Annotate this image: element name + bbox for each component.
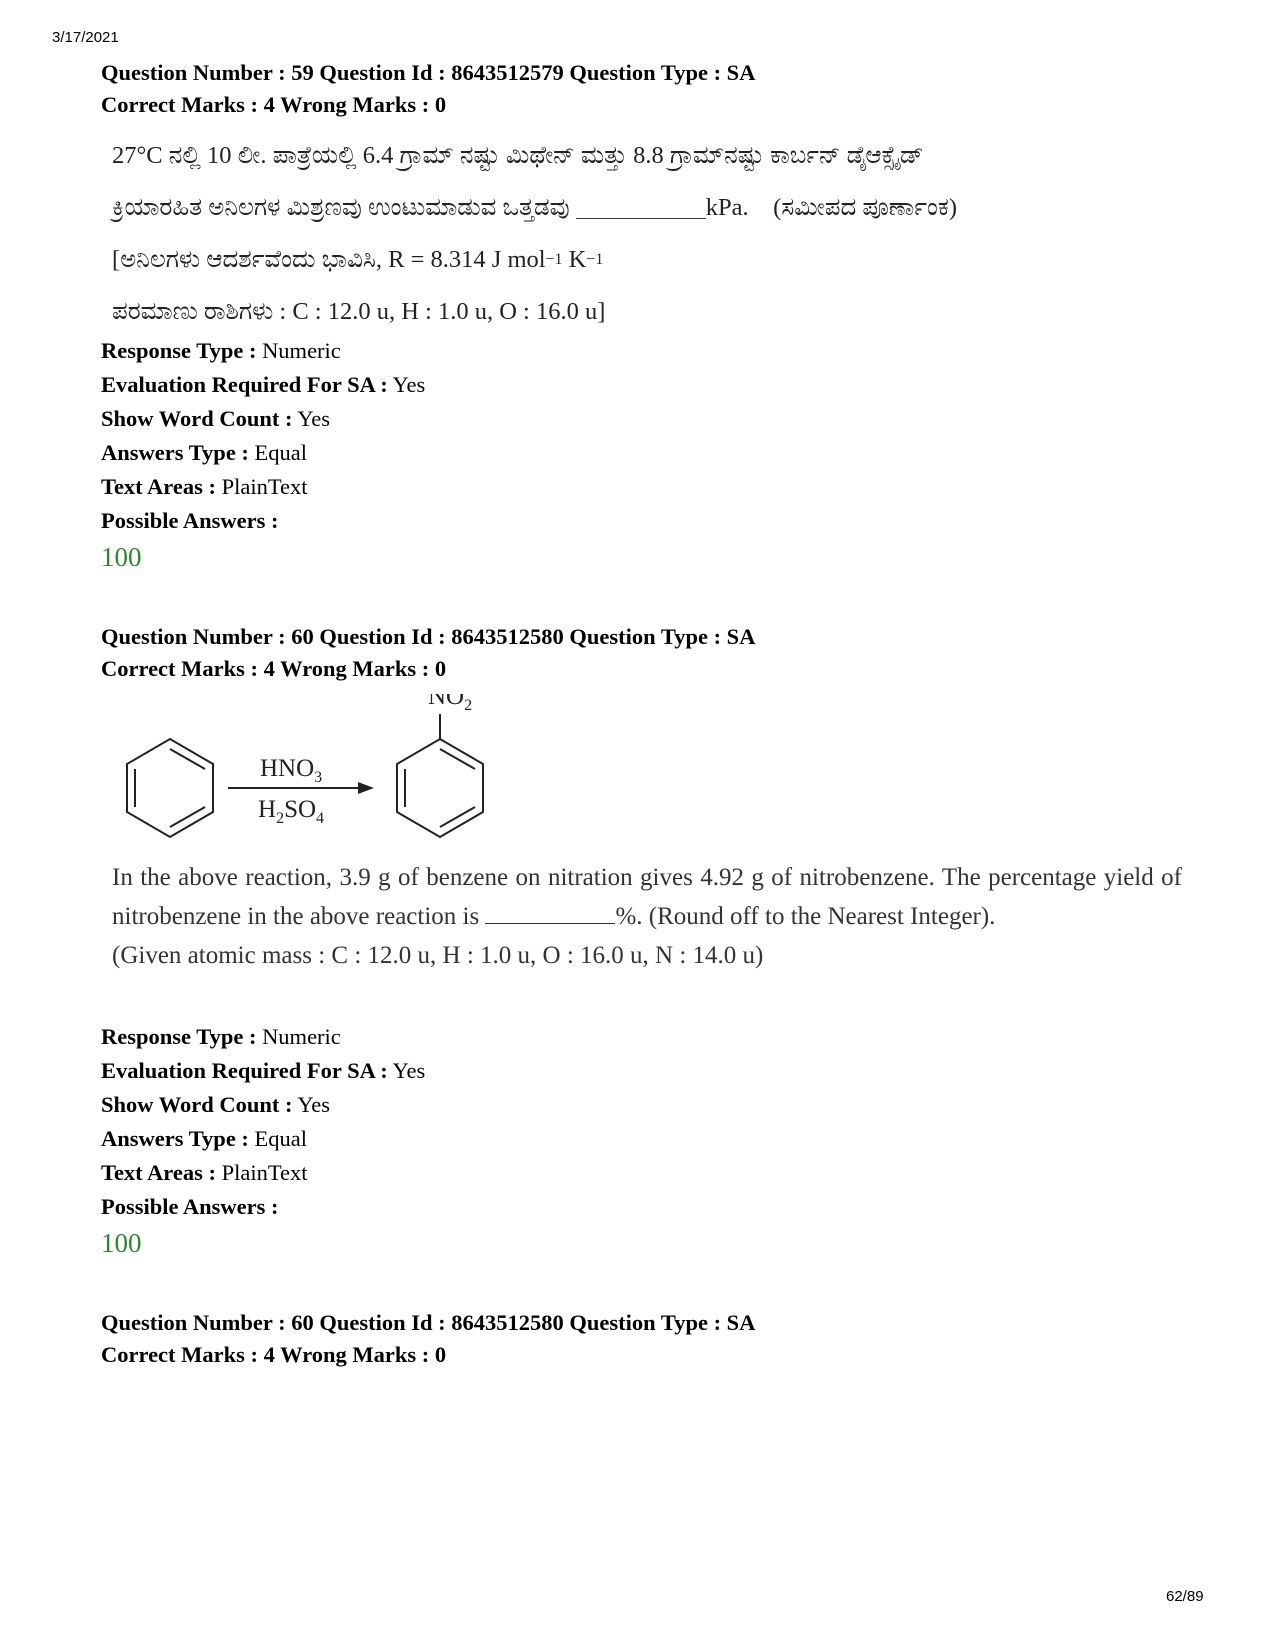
question-60-repeat-header-block: [101, 1307, 755, 1371]
superscript: −1: [586, 251, 604, 268]
response-type-value: Numeric: [262, 1024, 341, 1049]
question-59-metadata: [101, 334, 425, 574]
evaluation-required-row: Evaluation Required For SA : Yes: [101, 372, 426, 397]
show-word-count-row: Show Word Count : Yes: [101, 1092, 331, 1117]
question-text-line: [112, 182, 957, 234]
question-marks: Correct Marks : 4 Wrong Marks : 0: [101, 656, 447, 681]
question-text-fragment: K: [568, 246, 587, 273]
reagent-h2so4: $H_2SO_4$: [258, 796, 325, 827]
possible-answers-row: Possible Answers :: [101, 1194, 279, 1219]
superscript: −1: [545, 251, 563, 268]
question-marks: Correct Marks : 4 Wrong Marks : 0: [101, 1342, 447, 1367]
question-text-fragment: [ಅನಿಲಗಳು ಆದರ್ಶವೆಂದು ಭಾವಿಸಿ, R = 8.314 J mol: [112, 246, 546, 273]
question-marks: Correct Marks : 4 Wrong Marks : 0: [101, 92, 447, 117]
question-text-fragment: In the above reaction, 3.9 g of benzene on nitration gives 4.92 g of nitrobenzene. The percentage yield of nitrobenzene in the above reaction is: [112, 864, 1182, 930]
question-60-header-block: [101, 621, 755, 685]
show-word-count-row: Show Word Count : Yes: [101, 406, 331, 431]
reaction-svg: [110, 694, 510, 854]
question-text-line: ಪರಮಾಣು ರಾಶಿಗಳು : C : 12.0 u, H : 1.0 u, O : 16.0 u]: [112, 298, 606, 325]
question-header: Question Number : 60 Question Id : 8643512580 Question Type : SA: [101, 624, 756, 649]
show-word-count-value: Yes: [297, 1092, 331, 1117]
response-type-row: Response Type : Numeric: [101, 338, 341, 363]
nitration-reaction-diagram: [110, 694, 510, 859]
evaluation-required-value: Yes: [392, 372, 426, 397]
response-type-row: Response Type : Numeric: [101, 1024, 341, 1049]
answer-blank: [485, 903, 615, 924]
evaluation-required-row: Evaluation Required For SA : Yes: [101, 1058, 426, 1083]
reaction-arrow-icon: [228, 782, 374, 794]
answer-blank: [576, 198, 706, 219]
question-59-text-kannada: [112, 130, 957, 338]
rounding-note: (ಸಮೀಪದ ಪೂರ್ಣಾಂಕ): [773, 194, 958, 221]
text-areas-value: PlainText: [221, 1160, 308, 1185]
answers-type-row: Answers Type : Equal: [101, 440, 308, 465]
possible-answers-row: Possible Answers :: [101, 508, 279, 533]
reagent-hno3: $HNO_3$: [260, 755, 323, 786]
print-date: 3/17/2021: [52, 29, 119, 46]
question-header: Question Number : 59 Question Id : 8643512579 Question Type : SA: [101, 60, 756, 85]
page-number: 62/89: [1166, 1588, 1204, 1605]
given-atomic-mass: (Given atomic mass : C : 12.0 u, H : 1.0 u, O : 16.0 u, N : 14.0 u): [112, 942, 764, 969]
response-type-value: Numeric: [262, 338, 341, 363]
show-word-count-value: Yes: [297, 406, 331, 431]
answers-type-value: Equal: [254, 440, 308, 465]
text-areas-row: Text Areas : PlainText: [101, 474, 308, 499]
evaluation-required-value: Yes: [392, 1058, 426, 1083]
question-text-fragment: ಕ್ರಿಯಾರಹಿತ ಅನಿಲಗಳ ಮಿಶ್ರಣವು ಉಂಟುಮಾಡುವ ಒತ್ತಡವು: [112, 194, 570, 221]
question-header: Question Number : 60 Question Id : 8643512580 Question Type : SA: [101, 1310, 756, 1335]
answers-type-value: Equal: [254, 1126, 308, 1151]
question-60-metadata: [101, 1020, 425, 1260]
text-areas-row: Text Areas : PlainText: [101, 1160, 308, 1185]
nitro-group-label: $NO_2$: [428, 694, 473, 714]
question-text-paragraph: [112, 858, 1182, 936]
question-59-header-block: [101, 57, 755, 121]
question-text-line: [112, 234, 957, 286]
question-60-text: [112, 858, 1182, 975]
text-areas-value: PlainText: [221, 474, 308, 499]
unit-text: kPa.: [705, 194, 749, 221]
benzene-ring-icon: [127, 739, 213, 837]
question-text-line: 27°C ನಲ್ಲಿ 10 ಲೀ. ಪಾತ್ರೆಯಲ್ಲಿ 6.4 ಗ್ರಾಮ್ ನಷ್ಟು ಮಿಥೇನ್ ಮತ್ತು 8.8 ಗ್ರಾಮ್‌ನಷ್ಟು ಕಾರ್ಬನ್ ಡೈಆಕ್ಸೈಡ್: [112, 142, 924, 169]
possible-answer-value: 100: [101, 542, 142, 572]
question-text-fragment: %. (Round off to the Nearest Integer).: [615, 903, 996, 930]
possible-answer-value: 100: [101, 1228, 142, 1258]
answers-type-row: Answers Type : Equal: [101, 1126, 308, 1151]
nitrobenzene-ring-icon: [397, 714, 483, 837]
